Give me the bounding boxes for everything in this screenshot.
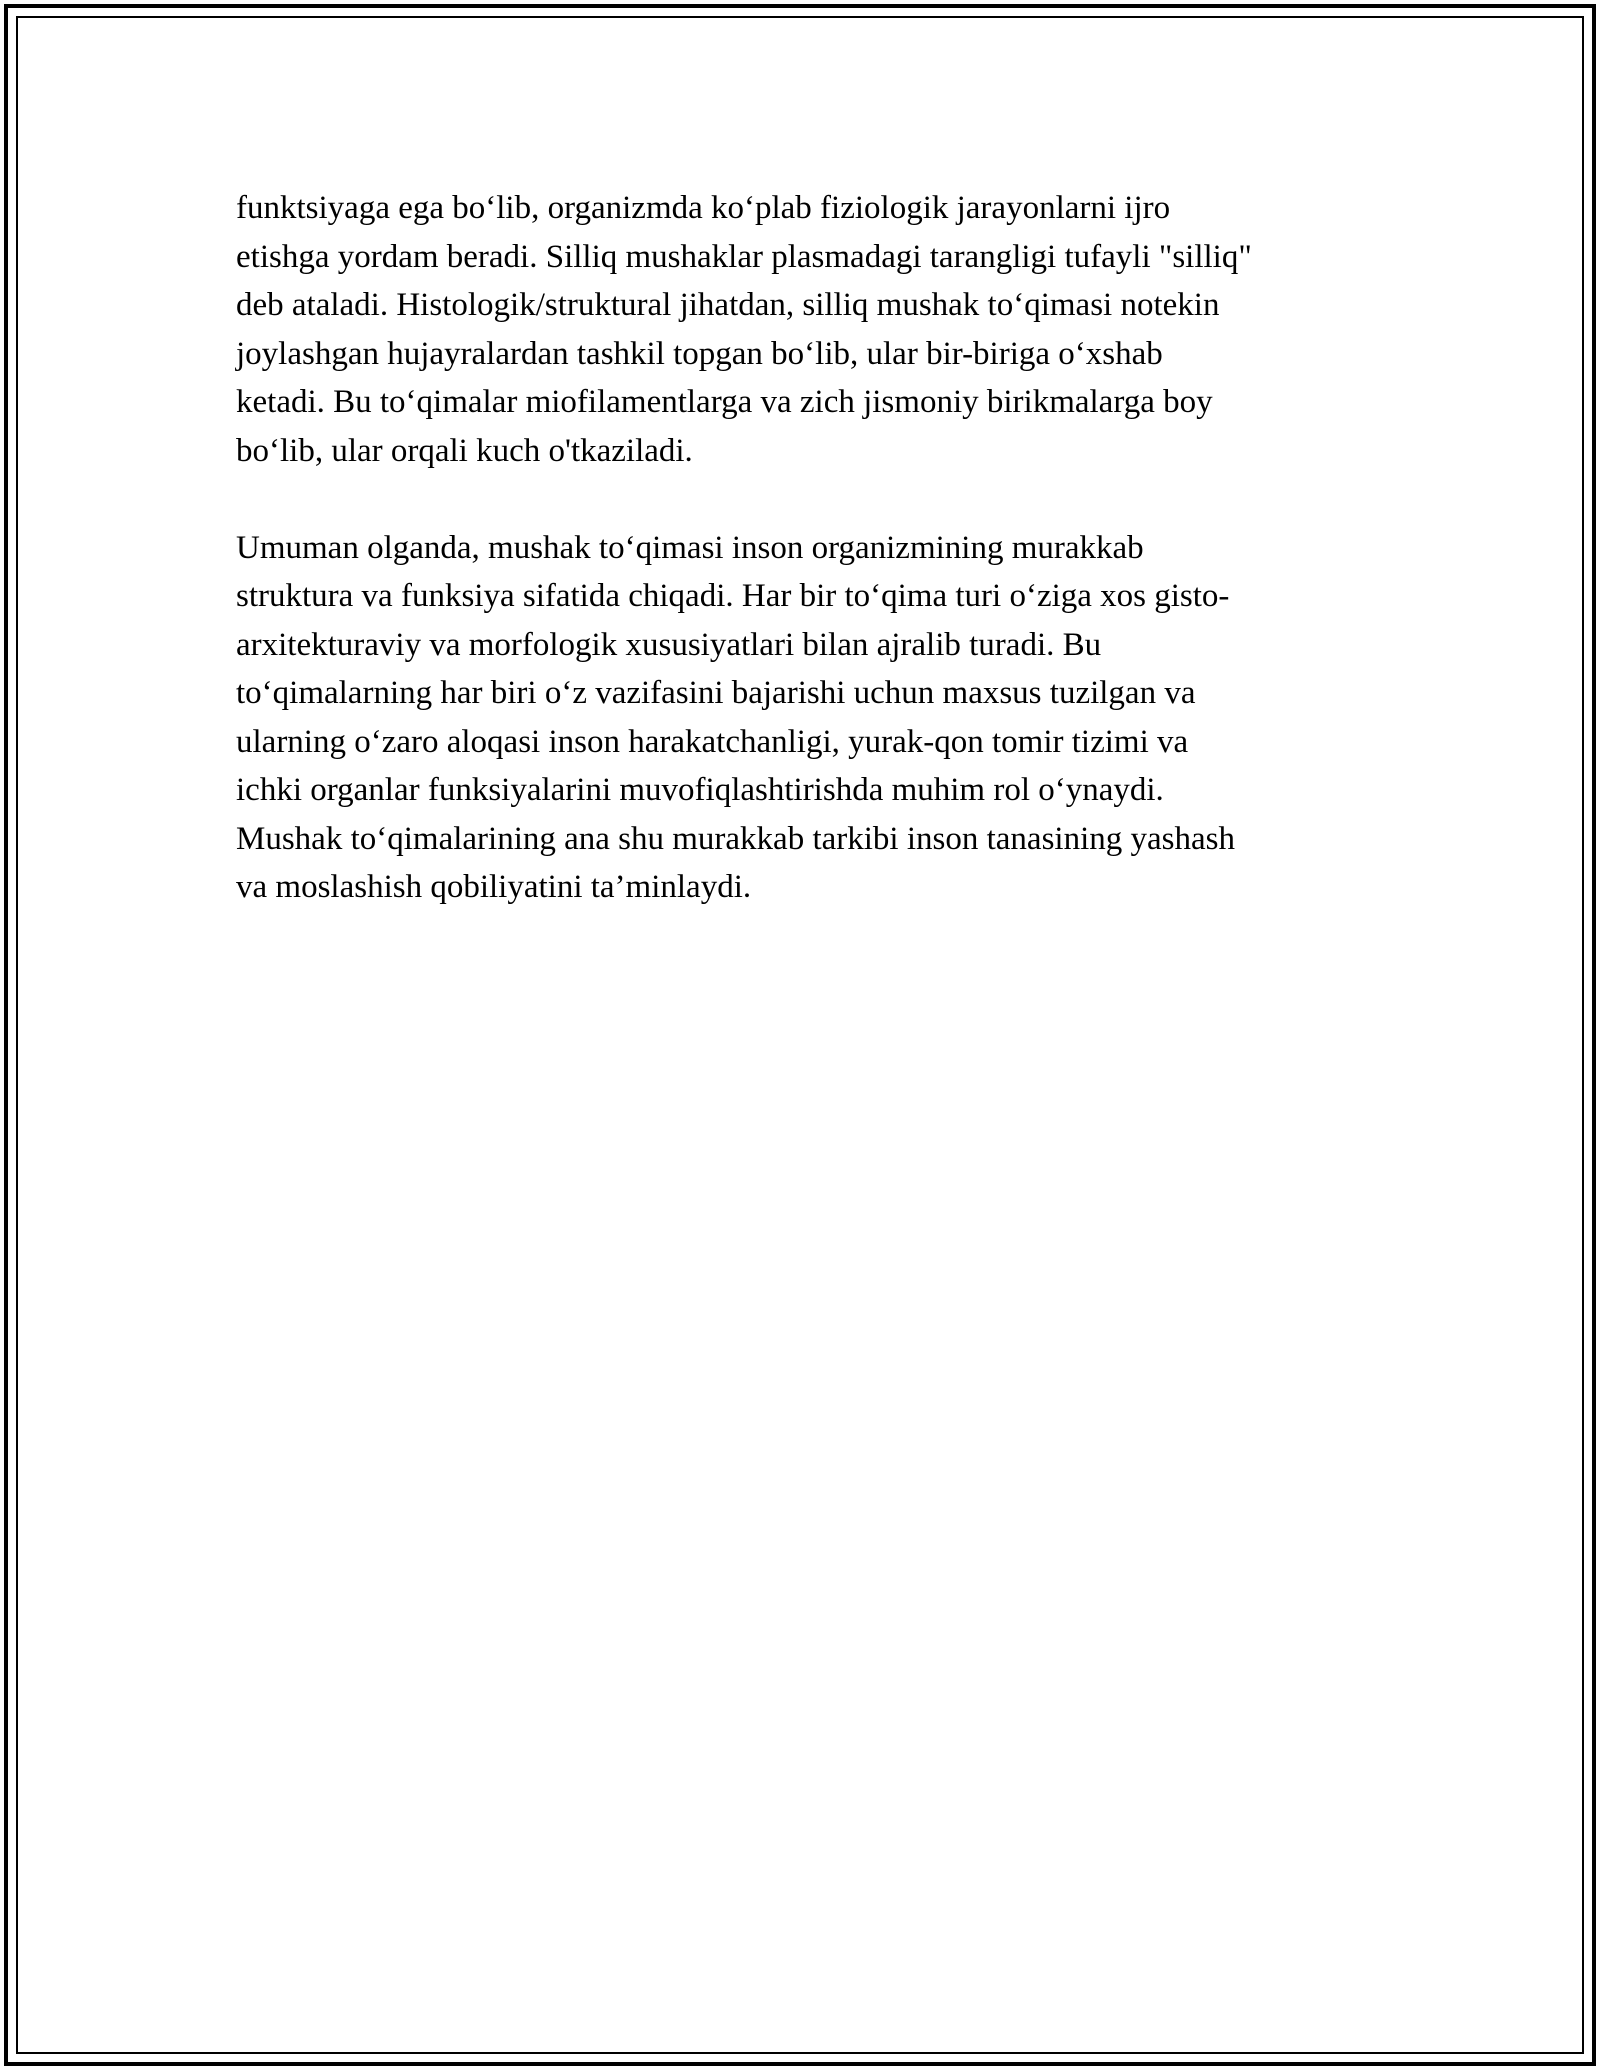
paragraph-line: Mushak to‘qimalarining ana shu murakkab tarkibi inson tanasining yashash (236, 820, 1235, 857)
paragraph-line: ularning o‘zaro aloqasi inson harakatchanligi, yurak-qon tomir tizimi va (236, 723, 1189, 760)
paragraph-line: etishga yordam beradi. Silliq mushaklar plasmadagi tarangligi tufayli "silliq" (236, 238, 1252, 275)
paragraph-2 (236, 524, 1366, 912)
paragraph-line: va moslashish qobiliyatini ta’minlaydi. (236, 869, 752, 905)
paragraph-line: ichki organlar funksiyalarini muvofiqlashtirishda muhim rol o‘ynaydi. (236, 772, 1164, 808)
paragraph-line: arxitekturaviy va morfologik xususiyatlari bilan ajralib turadi. Bu (236, 626, 1102, 663)
paragraph-line: struktura va funksiya sifatida chiqadi. Har bir to‘qima turi o‘ziga xos gisto- (236, 578, 1230, 614)
paragraph-line: bo‘lib, ular orqali kuch o'tkaziladi. (236, 432, 693, 469)
paragraph-line: deb ataladi. Histologik/struktural jihatdan, silliq mushak to‘qimasi notekin (236, 287, 1220, 323)
paragraph-line: joylashgan hujayralardan tashkil topgan bo‘lib, ular bir-biriga o‘xshab (236, 335, 1163, 372)
paragraph-1 (236, 184, 1366, 475)
paragraph-line: funktsiyaga ega bo‘lib, organizmda ko‘plab fiziologik jarayonlarni ijro (236, 190, 1171, 226)
paragraph-line: to‘qimalarning har biri o‘z vazifasini bajarishi uchun maxsus tuzilgan va (236, 675, 1196, 711)
paragraph-line: Umuman olganda, mushak to‘qimasi inson organizmining murakkab (236, 529, 1144, 566)
paragraph-line: ketadi. Bu to‘qimalar miofilamentlarga va zich jismoniy birikmalarga boy (236, 384, 1213, 420)
document-body (236, 184, 1366, 960)
